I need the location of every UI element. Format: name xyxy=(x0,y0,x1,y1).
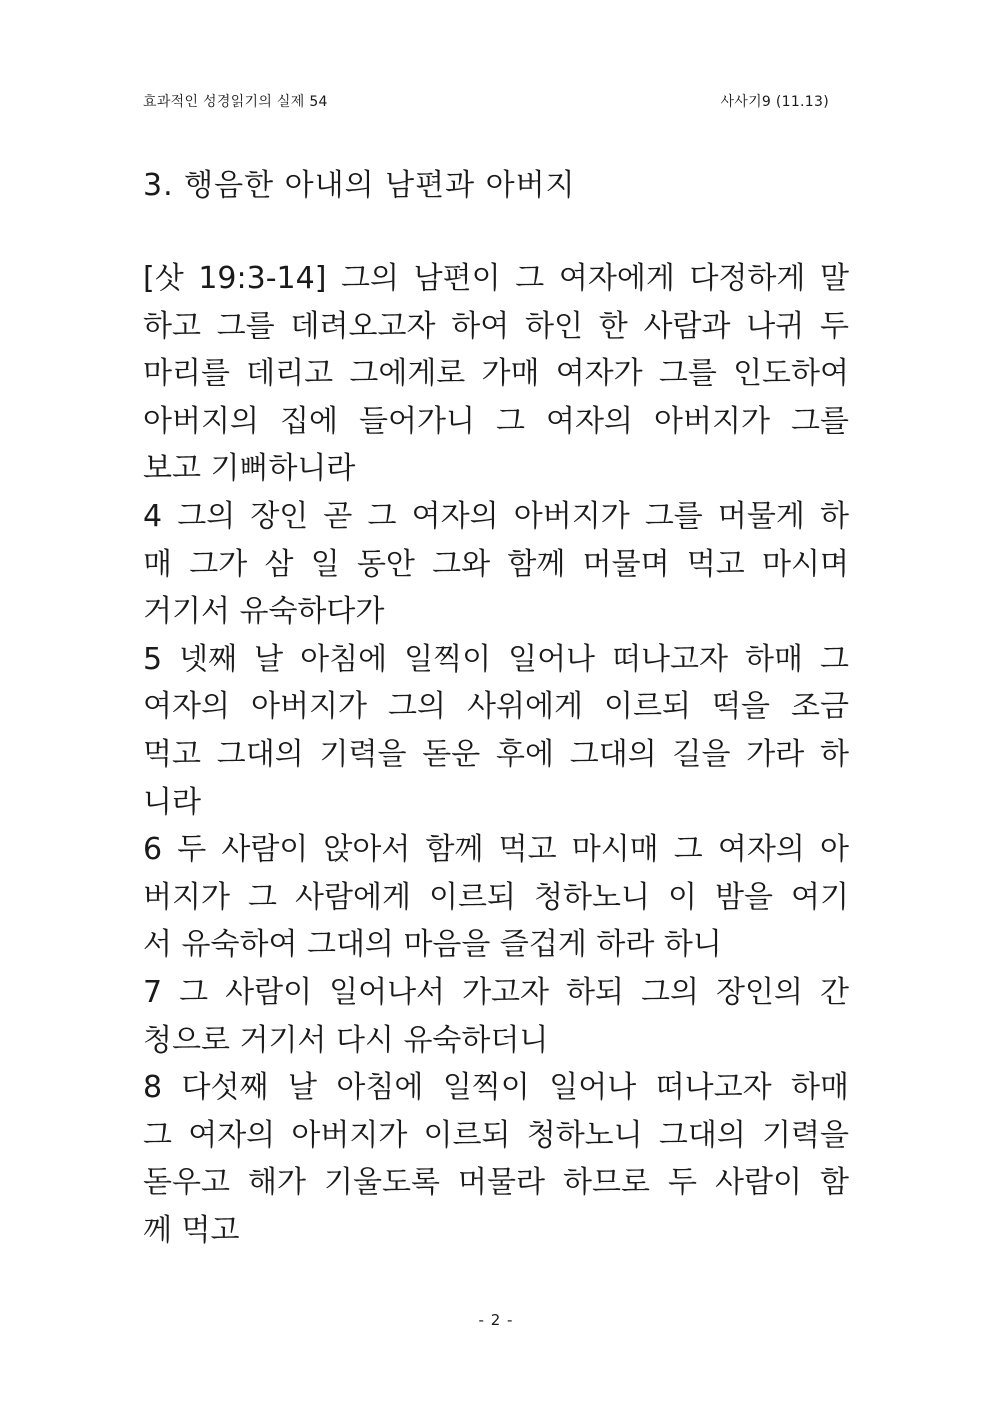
passage-line: 여자의 아버지가 그의 사위에게 이르되 떡을 조금 xyxy=(143,689,849,725)
passage-line: 8 다섯째 날 아침에 일찍이 일어나 떠나고자 하매 xyxy=(143,1070,849,1106)
passage-line: 5 넷째 날 아침에 일찍이 일어나 떠나고자 하매 그 xyxy=(143,641,849,677)
passage-line: 보고 기뻐하니라 xyxy=(143,451,356,487)
page-number: - 2 - xyxy=(478,1311,514,1329)
passage-line: 돋우고 해가 기울도록 머물라 하므로 두 사람이 함 xyxy=(143,1165,849,1201)
passage-line: 하고 그를 데려오고자 하여 하인 한 사람과 나귀 두 xyxy=(143,308,849,344)
section-title: 3. 행음한 아내의 남편과 아버지 xyxy=(143,168,576,203)
passage-line: 께 먹고 xyxy=(143,1212,240,1248)
passage-line: 아버지의 집에 들어가니 그 여자의 아버지가 그를 xyxy=(143,403,849,439)
passage-line: [삿 19:3-14] 그의 남편이 그 여자에게 다정하게 말 xyxy=(143,261,849,296)
passage-line: 서 유숙하여 그대의 마음을 즐겁게 하라 하니 xyxy=(143,927,722,963)
passage-line: 거기서 유숙하다가 xyxy=(143,594,385,630)
passage-line: 4 그의 장인 곧 그 여자의 아버지가 그를 머물게 하 xyxy=(143,498,849,534)
passage-line: 7 그 사람이 일어나서 가고자 하되 그의 장인의 간 xyxy=(143,974,849,1010)
passage-line: 청으로 거기서 다시 유숙하더니 xyxy=(143,1022,549,1058)
document-header-chapter: 사사기9 (11.13) xyxy=(720,94,829,110)
passage-line: 그 여자의 아버지가 이르되 청하노니 그대의 기력을 xyxy=(143,1117,849,1153)
passage-line: 매 그가 삼 일 동안 그와 함께 머물며 먹고 마시며 xyxy=(143,546,849,582)
passage-line: 버지가 그 사람에게 이르되 청하노니 이 밤을 여기 xyxy=(143,879,849,915)
scripture-passage xyxy=(143,255,849,1254)
passage-line: 마리를 데리고 그에게로 가매 여자가 그를 인도하여 xyxy=(143,356,849,392)
passage-line: 니라 xyxy=(143,784,201,820)
document-header-title: 효과적인 성경읽기의 실제 54 xyxy=(143,94,328,110)
passage-line: 먹고 그대의 기력을 돋운 후에 그대의 길을 가라 하 xyxy=(143,736,849,772)
passage-line: 6 두 사람이 앉아서 함께 먹고 마시매 그 여자의 아 xyxy=(143,832,849,868)
